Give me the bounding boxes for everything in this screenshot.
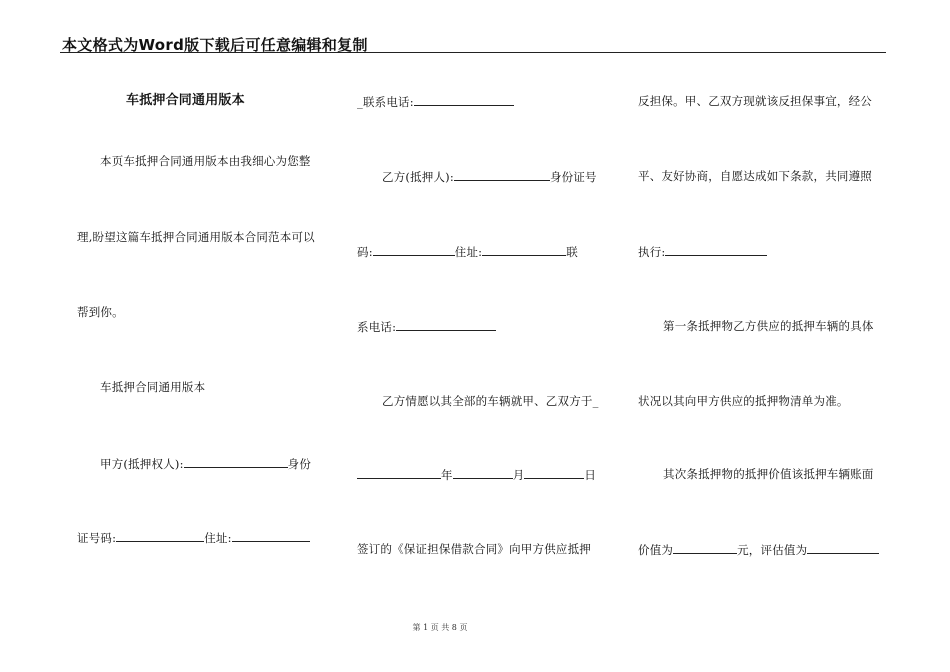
phone-label: _联系电话: — [357, 95, 414, 109]
id-label-part: 身份 — [287, 457, 312, 471]
appraisal-blank[interactable] — [807, 542, 879, 554]
appraisal-label: 元，评估值为 — [737, 543, 808, 557]
day-blank[interactable] — [524, 467, 584, 479]
party-b-id-label: 身份证号 — [549, 170, 597, 184]
intro-line-2: 理,盼望这篇车抵押合同通用版本合同范本可以 — [77, 230, 315, 244]
article-1-line-1: 第一条抵押物乙方供应的抵押车辆的具体 — [663, 319, 874, 333]
execute-blank[interactable] — [665, 244, 767, 256]
execute-line — [638, 244, 767, 259]
year-label: 年 — [441, 468, 453, 482]
party-a-id-line — [77, 530, 310, 545]
party-b-phone-line — [357, 319, 496, 334]
agreement-line-2: 签订的《保证担保借款合同》向甲方供应抵押 — [357, 542, 591, 556]
year-blank[interactable] — [357, 467, 441, 479]
date-line — [357, 467, 596, 482]
party-b-id-blank[interactable] — [373, 244, 455, 256]
col3-line-2: 平、友好协商，自愿达成如下条款，共同遵照 — [638, 169, 872, 183]
article-2-line-1: 其次条抵押物的抵押价值该抵押车辆账面 — [663, 467, 874, 481]
intro-line-1: 本页车抵押合同通用版本由我细心为您整 — [100, 154, 311, 168]
party-b-id-line — [357, 244, 578, 259]
article-1-line-2: 状况以其向甲方供应的抵押物清单为准。 — [638, 394, 849, 408]
day-label: 日 — [584, 468, 597, 482]
party-b-line — [382, 169, 597, 184]
execute-label: 执行: — [638, 245, 666, 259]
party-b-address-blank[interactable] — [482, 244, 566, 256]
book-value-blank[interactable] — [673, 542, 737, 554]
code-label: 码: — [357, 245, 373, 259]
party-a-label: 甲方(抵押权人): — [100, 457, 184, 471]
party-b-phone-label: 系电话: — [357, 320, 397, 334]
party-a-name-blank[interactable] — [184, 456, 288, 468]
agreement-line-1: 乙方情愿以其全部的车辆就甲、乙双方于_ — [382, 394, 599, 408]
col3-line-1: 反担保。甲、乙双方现就该反担保事宜，经公 — [638, 94, 872, 108]
party-b-name-blank[interactable] — [454, 169, 550, 181]
valuation-line — [638, 542, 879, 557]
section-heading: 车抵押合同通用版本 — [100, 380, 206, 394]
party-b-phone-blank[interactable] — [396, 319, 496, 331]
party-a-line — [100, 456, 311, 471]
address-label: 住址: — [204, 531, 232, 545]
page-number: 第 1 页 共 8 页 — [412, 623, 468, 632]
party-b-label: 乙方(抵押人): — [382, 170, 454, 184]
address-blank[interactable] — [232, 530, 310, 542]
id-number-label: 证号码: — [77, 531, 117, 545]
contact-label-part: 联 — [566, 245, 578, 259]
page-header: 本文格式为Word版下载后可任意编辑和复制 — [62, 36, 368, 54]
phone-blank[interactable] — [414, 94, 514, 106]
header-divider — [60, 52, 886, 53]
party-a-phone-line — [357, 94, 514, 109]
month-label: 月 — [512, 468, 525, 482]
id-number-blank[interactable] — [116, 530, 204, 542]
party-b-address-label: 住址: — [454, 245, 483, 259]
intro-line-3: 帮到你。 — [77, 305, 124, 319]
month-blank[interactable] — [453, 467, 513, 479]
document-title: 车抵押合同通用版本 — [126, 93, 245, 108]
book-value-label: 价值为 — [638, 543, 674, 557]
